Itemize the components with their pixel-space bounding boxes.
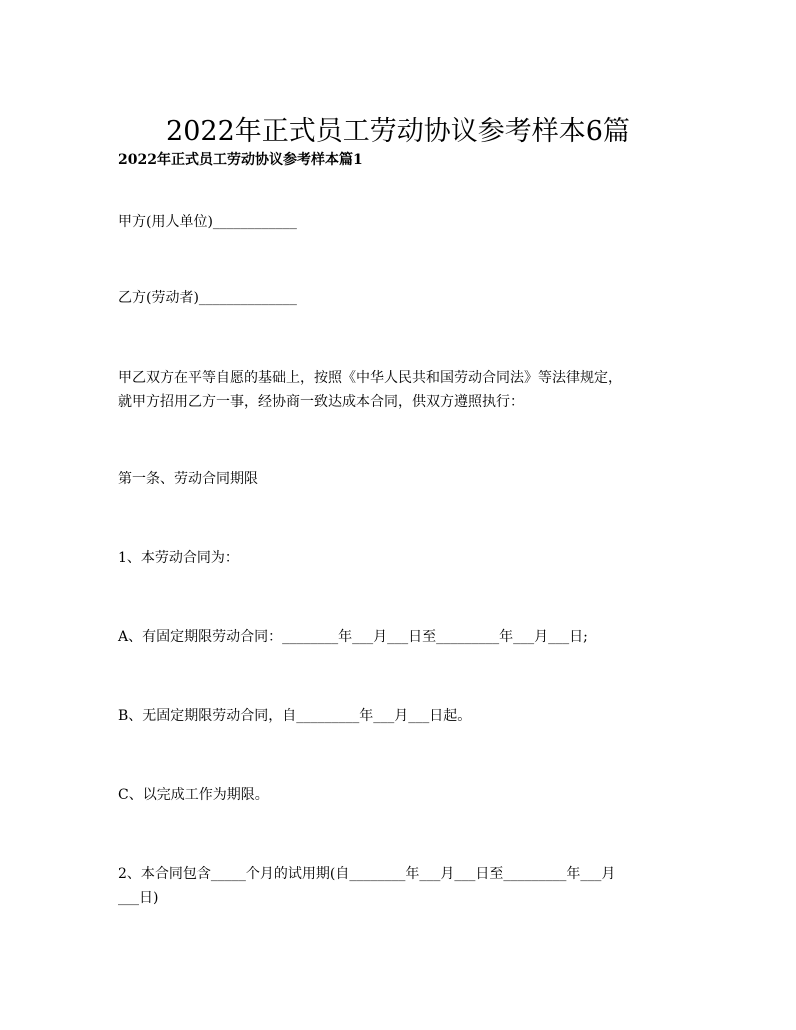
party-b-line: 乙方(劳动者)______________ <box>118 290 297 306</box>
preamble-line-2: 就甲方招用乙方一事，经协商一致达成本合同，供双方遵照执行： <box>118 394 524 410</box>
clause-a: A、有固定期限劳动合同：________年___月___日至_________年___月___日; <box>118 629 588 645</box>
section-heading: 2022年正式员工劳动协议参考样本篇1 <box>118 152 363 168</box>
clause-1: 1、本劳动合同为： <box>118 550 239 566</box>
article-1-heading: 第一条、劳动合同期限 <box>118 471 258 487</box>
preamble-line-1: 甲乙双方在平等自愿的基础上，按照《中华人民共和国劳动合同法》等法律规定， <box>118 370 622 386</box>
clause-c: C、以完成工作为期限。 <box>118 787 269 803</box>
document-title: 2022年正式员工劳动协议参考样本6篇 <box>166 116 630 148</box>
clause-2-line-2: ___日) <box>118 890 159 906</box>
clause-b: B、无固定期限劳动合同，自_________年___月___日起。 <box>118 708 472 724</box>
clause-2-line-1: 2、本合同包含_____个月的试用期(自________年___月___日至_________年___月 <box>118 866 616 882</box>
party-a-line: 甲方(用人单位)____________ <box>118 214 297 230</box>
